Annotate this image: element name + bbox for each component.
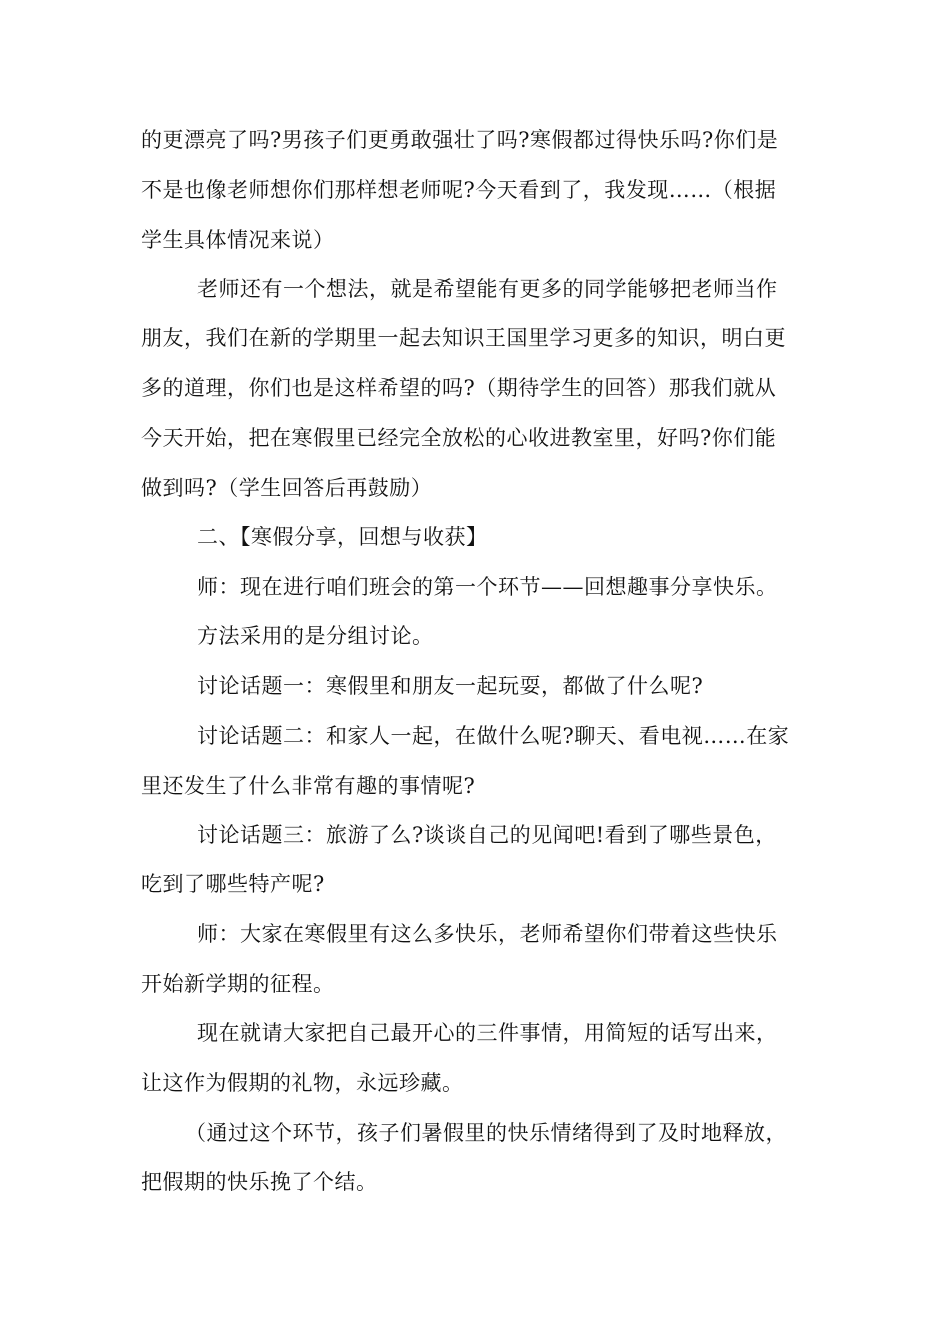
text-line: 做到吗?（学生回答后再鼓励） xyxy=(141,476,433,500)
section-heading: 二、【寒假分享，回想与收获】 xyxy=(197,525,488,549)
paragraph-start-line: 方法采用的是分组讨论。 xyxy=(197,624,434,648)
discussion-topic-2: 讨论话题二：和家人一起，在做什么呢?聊天、看电视……在家 xyxy=(197,724,790,748)
text-line: 吃到了哪些特产呢? xyxy=(141,872,325,896)
paragraph-start-line: （通过这个环节，孩子们暑假里的快乐情绪得到了及时地释放， xyxy=(185,1121,787,1145)
paragraph-start-line: 师：现在进行咱们班会的第一个环节——回想趣事分享快乐。 xyxy=(197,575,778,599)
text-line: 学生具体情况来说） xyxy=(141,228,335,252)
text-line: 的更漂亮了吗?男孩子们更勇敢强壮了吗?寒假都过得快乐吗?你们是 xyxy=(141,128,779,152)
text-line: 多的道理，你们也是这样希望的吗?（期待学生的回答）那我们就从 xyxy=(141,376,777,400)
discussion-topic-1: 讨论话题一：寒假里和朋友一起玩耍，都做了什么呢? xyxy=(197,674,704,698)
text-line: 今天开始，把在寒假里已经完全放松的心收进教室里，好吗?你们能 xyxy=(141,426,777,450)
text-line: 把假期的快乐挽了个结。 xyxy=(141,1170,378,1194)
discussion-topic-3: 讨论话题三：旅游了么?谈谈自己的见闻吧!看到了哪些景色， xyxy=(197,823,777,847)
text-line: 不是也像老师想你们那样想老师呢?今天看到了，我发现……（根据 xyxy=(141,178,777,202)
text-line: 朋友，我们在新的学期里一起去知识王国里学习更多的知识，明白更 xyxy=(141,326,786,350)
paragraph-start-line: 老师还有一个想法，就是希望能有更多的同学能够把老师当作 xyxy=(197,277,778,301)
text-line: 让这作为假期的礼物，永远珍藏。 xyxy=(141,1071,464,1095)
paragraph-start-line: 现在就请大家把自己最开心的三件事情，用简短的话写出来， xyxy=(197,1021,778,1045)
paragraph-start-line: 师：大家在寒假里有这么多快乐，老师希望你们带着这些快乐 xyxy=(197,922,778,946)
text-line: 里还发生了什么非常有趣的事情呢? xyxy=(141,774,476,798)
text-line: 开始新学期的征程。 xyxy=(141,972,335,996)
